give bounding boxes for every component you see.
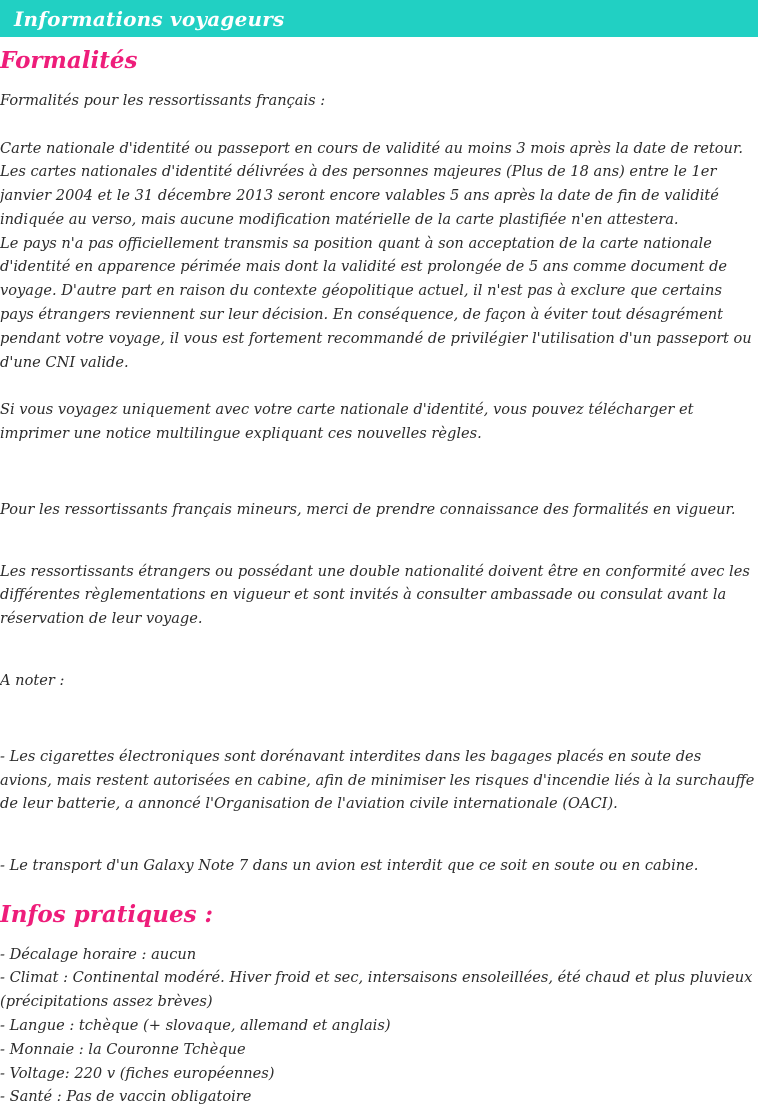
page-title: Informations voyageurs xyxy=(14,6,285,31)
practical-item: - Monnaie : la Couronne Tchèque xyxy=(0,1040,246,1058)
practical-item: - Climat : Continental modéré. Hiver froid et sec, intersaisons ensoleillées, été chaud et plus pluvieux (précipitations assez brèves) xyxy=(0,969,753,1011)
practical-item: - Langue : tchèque (+ slovaque, allemand et anglais) xyxy=(0,1017,391,1035)
practical-item: - Voltage: 220 v (fiches européennes) xyxy=(0,1064,275,1082)
note-label: A noter : xyxy=(0,672,65,690)
page-header xyxy=(0,0,758,37)
spacer xyxy=(0,631,758,669)
spacer xyxy=(0,693,758,745)
formalities-paragraph: Si vous voyagez uniquement avec votre carte nationale d'identité, vous pouvez télécharger et imprimer une notice multilingue expliquant ces nouvelles règles. xyxy=(0,401,694,443)
formalities-paragraph-minors: Pour les ressortissants français mineurs, merci de prendre connaissance des formalités en vigueur. xyxy=(0,500,736,518)
section-heading-infos-pratiques: Infos pratiques : xyxy=(0,900,214,928)
practical-item: - Décalage horaire : aucun xyxy=(0,945,197,963)
spacer xyxy=(0,930,758,943)
formalities-paragraph: Les cartes nationales d'identité délivrées à des personnes majeures (Plus de 18 ans) entre le 1er janvier 2004 et le 31 décembre 2013 seront encore valables 5 ans après la date de fin de validité indiquée au verso, mais aucune modification matérielle de la carte plastifiée n'en attestera. xyxy=(0,163,719,228)
document-content xyxy=(0,47,758,1109)
formalities-intro: Formalités pour les ressortissants français : xyxy=(0,91,326,109)
section-heading-formalites: Formalités xyxy=(0,47,138,74)
formalities-paragraph: Carte nationale d'identité ou passeport en cours de validité au moins 3 mois après la date de retour. xyxy=(0,139,743,157)
spacer xyxy=(0,878,758,891)
note-item: - Le transport d'un Galaxy Note 7 dans un avion est interdit que ce soit en soute ou en cabine. xyxy=(0,857,699,875)
spacer xyxy=(0,113,758,137)
note-item: - Les cigarettes électroniques sont dorénavant interdites dans les bagages placés en soute des avions, mais restent autorisées en cabine, afin de minimiser les risques d'incendie liés à la surchauffe de leur batterie, a annoncé l'Organisation de l'aviation civile internationale (OACI). xyxy=(0,747,755,813)
spacer xyxy=(0,76,758,89)
formalities-paragraph: Le pays n'a pas officiellement transmis sa position quant à son acceptation de la carte nationale d'identité en apparence périmée mais dont la validité est prolongée de 5 ans comme document de voyage. D'autre part en raison du contexte géopolitique actuel, il n'est pas à exclure que certains pays étrangers reviennent sur leur décision. En conséquence, de façon à éviter tout désagrément pendant votre voyage, il vous est fortement recommandé de privilégier l'utilisation d'un passeport ou d'une CNI valide. xyxy=(0,234,752,371)
practical-item: - Santé : Pas de vaccin obligatoire xyxy=(0,1088,252,1106)
spacer xyxy=(0,816,758,854)
spacer xyxy=(0,374,758,398)
spacer xyxy=(0,522,758,560)
spacer xyxy=(0,446,758,498)
formalities-paragraph-foreigners: Les ressortissants étrangers ou possédant une double nationalité doivent être en conformité avec les différentes règlementations en vigueur et sont invités à consulter ambassade ou consulat avant la réservation de leur voyage. xyxy=(0,562,750,628)
